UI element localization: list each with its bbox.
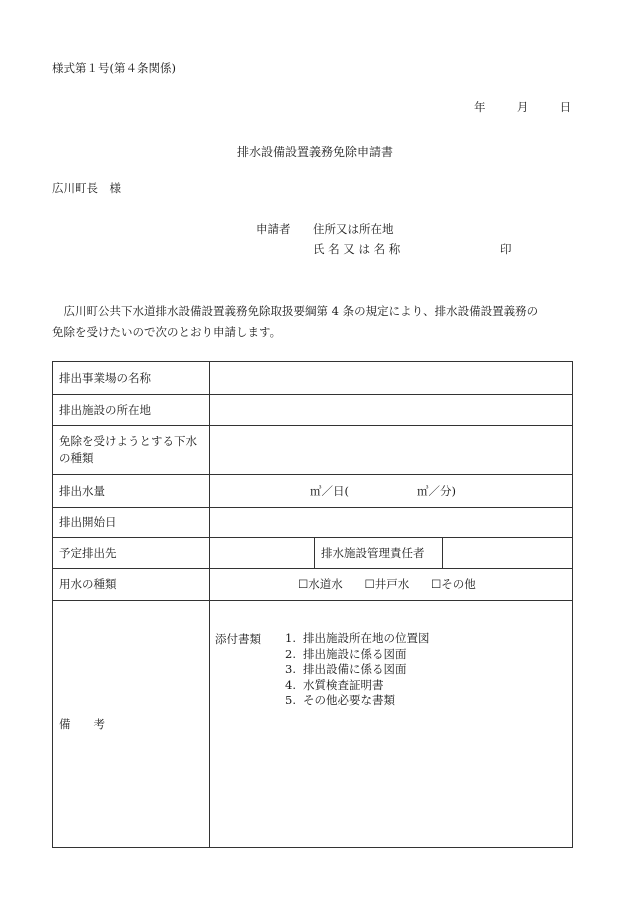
attachments-label: 添付書類: [215, 632, 261, 646]
form-number: 様式第１号(第４条関係): [52, 61, 176, 75]
list-item: 3. 排出設備に係る図面: [285, 662, 407, 676]
date-year: 年: [474, 100, 486, 114]
table-row: [53, 395, 573, 426]
body-text-line2: 免除を受けたいので次のとおり申請します。: [52, 325, 282, 339]
facility-location-label: 排出施設の所在地: [53, 395, 210, 426]
seal-mark: 印: [500, 242, 512, 256]
addressee: 広川町長 様: [52, 181, 121, 195]
attachments-list: [285, 631, 430, 709]
discharge-start-field[interactable]: [210, 508, 573, 538]
sewage-type-field[interactable]: [210, 426, 573, 475]
facility-location-field[interactable]: [210, 395, 573, 426]
table-row: [53, 426, 573, 475]
water-option-tap[interactable]: ☐水道水: [298, 577, 343, 592]
discharge-volume-field[interactable]: [210, 475, 573, 508]
date-day: 日: [559, 100, 572, 114]
discharge-volume-label: 排出水量: [53, 475, 210, 508]
table-row: [53, 538, 573, 569]
applicant-name-label: 氏 名 又 は 名 称: [313, 242, 401, 256]
remarks-label: 備 考: [53, 601, 210, 848]
list-item: 2. 排出施設に係る図面: [285, 646, 407, 661]
volume-per-minute-unit: ㎥／分): [417, 483, 456, 498]
list-item: 5. その他必要な書類: [285, 693, 395, 707]
application-table: [52, 361, 573, 848]
table-row: [53, 569, 573, 601]
water-option-well[interactable]: ☐井戸水: [364, 577, 410, 592]
date-month: 月: [516, 100, 529, 114]
destination-label: 予定排出先: [53, 538, 210, 569]
business-name-field[interactable]: [210, 362, 573, 395]
sewage-type-label: 免除を受けようとする下水の種類: [53, 426, 210, 475]
applicant-label: 申請者: [256, 222, 291, 236]
water-option-other[interactable]: ☐その他: [430, 577, 476, 592]
volume-per-day-unit: ㎥／日(: [310, 483, 349, 498]
manager-field[interactable]: [443, 538, 573, 569]
applicant-address-label: 住所又は所在地: [313, 222, 394, 236]
body-text-line1: 広川町公共下水道排水設備設置義務免除取扱要綱第 4 条の規定により、排水設備設置義務の: [52, 304, 539, 318]
date-line: [474, 102, 571, 114]
list-item: 1. 排出施設所在地の位置図: [285, 631, 430, 645]
table-row: [53, 475, 573, 508]
discharge-start-label: 排出開始日: [53, 508, 210, 538]
table-row: [53, 601, 573, 848]
table-row: [53, 362, 573, 395]
water-type-label: 用水の種類: [53, 569, 210, 601]
list-item: 4. 水質検査証明書: [285, 677, 384, 692]
manager-label: 排水施設管理責任者: [315, 538, 443, 569]
form-title: 排水設備設置義務免除申請書: [236, 145, 393, 159]
table-row: [53, 508, 573, 538]
water-type-options: [210, 569, 573, 601]
business-name-label: 排出事業場の名称: [53, 362, 210, 395]
remarks-field[interactable]: [210, 601, 573, 848]
destination-field[interactable]: [210, 538, 315, 569]
